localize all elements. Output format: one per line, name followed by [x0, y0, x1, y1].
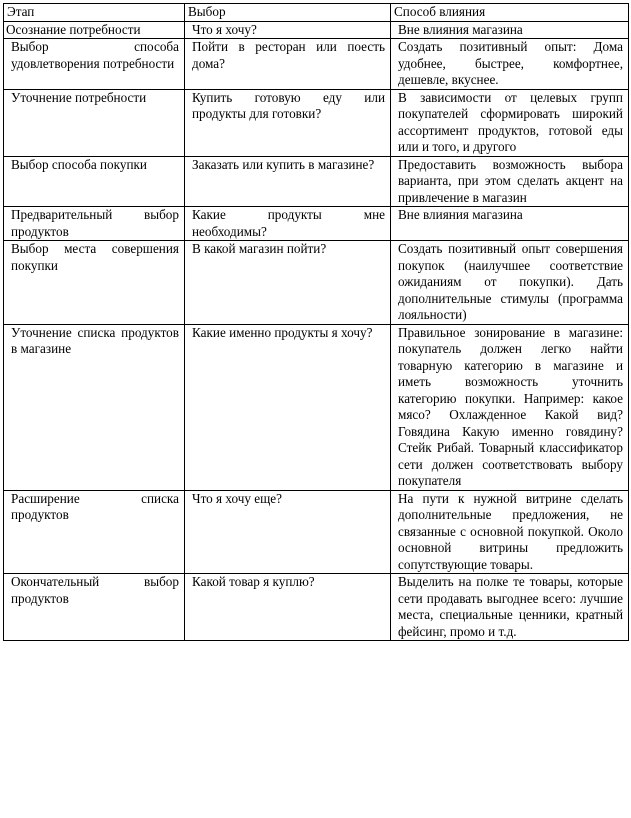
choice-cell: Пойти в ресторан или поесть дома?	[185, 39, 391, 90]
table-row	[4, 156, 629, 207]
table-row	[4, 207, 629, 241]
stage-cell: Выбор способа покупки	[4, 156, 185, 207]
influence-cell: Предоставить возможность выбора варианта, при этом сделать акцент на привлечение в магазин	[391, 156, 629, 207]
choice-cell: Что я хочу?	[185, 21, 391, 39]
choice-cell: Какие продукты мне необходимы?	[185, 207, 391, 241]
choice-cell: Купить готовую еду или продукты для готовки?	[185, 89, 391, 156]
header-choice: Выбор	[185, 4, 391, 22]
header-influence: Способ влияния	[391, 4, 629, 22]
stage-cell: Выбор места совершения покупки	[4, 241, 185, 325]
table-row	[4, 574, 629, 641]
table-row	[4, 21, 629, 39]
stage-cell: Уточнение потребности	[4, 89, 185, 156]
choice-cell: В какой магазин пойти?	[185, 241, 391, 325]
stage-cell: Осознание потребности	[4, 21, 185, 39]
table-row	[4, 324, 629, 490]
stage-cell: Предварительный выбор продуктов	[4, 207, 185, 241]
influence-cell: Выделить на полке те товары, которые сети продавать выгоднее всего: лучшие места, специальные ценники, кратный фейсинг, промо и т.д.	[391, 574, 629, 641]
table-header-row	[4, 4, 629, 22]
choice-cell: Что я хочу еще?	[185, 490, 391, 574]
stage-cell: Окончательный выбор продуктов	[4, 574, 185, 641]
influence-cell: Правильное зонирование в магазине: покупатель должен легко найти товарную категорию в магазине и иметь возможность уточнить категорию покупки. Например: какое мясо? Охлажденное Какой вид? Говядина Какую именно говядину? Стейк Рибай. Товарный классификатор сети должен соответствовать выбору покупателя	[391, 324, 629, 490]
table-row	[4, 89, 629, 156]
table-row	[4, 39, 629, 90]
stage-cell: Уточнение списка продуктов в магазине	[4, 324, 185, 490]
stage-cell: Выбор способа удовлетворения потребности	[4, 39, 185, 90]
header-stage: Этап	[4, 4, 185, 22]
influence-cell: Создать позитивный опыт совершения покупок (наилучшее соответствие ожиданиям от покупки). Дать дополнительные стимулы (программа лояльности)	[391, 241, 629, 325]
table-row	[4, 241, 629, 325]
choice-cell: Какие именно продукты я хочу?	[185, 324, 391, 490]
table-row	[4, 490, 629, 574]
influence-cell: На пути к нужной витрине сделать дополнительные предложения, не связанные с основной покупкой. Около основной витрины предложить сопутствующие товары.	[391, 490, 629, 574]
stage-cell: Расширение списка продуктов	[4, 490, 185, 574]
choice-cell: Какой товар я куплю?	[185, 574, 391, 641]
influence-cell: В зависимости от целевых групп покупателей сформировать широкий ассортимент продуктов, готовой еды или и того, и другого	[391, 89, 629, 156]
stages-table	[3, 3, 629, 641]
influence-cell: Вне влияния магазина	[391, 207, 629, 241]
influence-cell: Вне влияния магазина	[391, 21, 629, 39]
influence-cell: Создать позитивный опыт: Дома удобнее, быстрее, комфортнее, дешевле, вкуснее.	[391, 39, 629, 90]
choice-cell: Заказать или купить в магазине?	[185, 156, 391, 207]
